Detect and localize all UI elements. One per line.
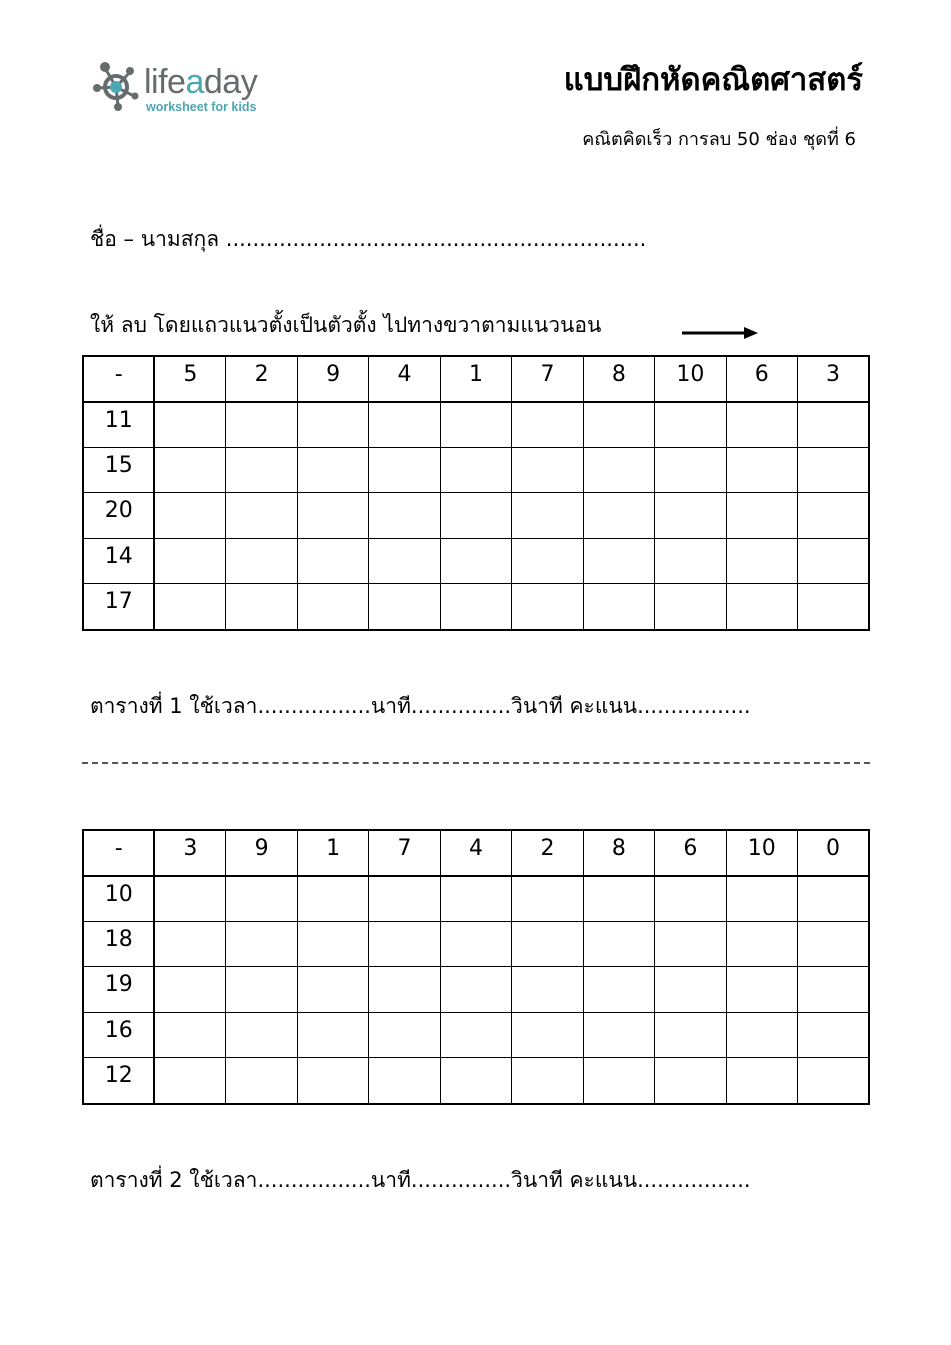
subtraction-table-1 <box>82 355 870 631</box>
answer-cell[interactable] <box>583 1012 654 1058</box>
table-row <box>83 876 869 922</box>
subtrahend-cell: 3 <box>154 830 225 876</box>
subtrahend-cell: 4 <box>440 830 511 876</box>
answer-cell[interactable] <box>798 447 869 493</box>
answer-cell[interactable] <box>369 493 440 539</box>
subtrahend-cell: 2 <box>512 830 583 876</box>
minuend-cell: 14 <box>83 538 154 584</box>
subtrahend-cell: 6 <box>655 830 726 876</box>
answer-cell[interactable] <box>726 538 797 584</box>
answer-cell[interactable] <box>154 584 225 630</box>
answer-cell[interactable] <box>512 967 583 1013</box>
answer-cell[interactable] <box>798 584 869 630</box>
logo-wordmark: lifeaday <box>144 63 258 101</box>
answer-cell[interactable] <box>297 1012 368 1058</box>
answer-cell[interactable] <box>154 493 225 539</box>
answer-cell[interactable] <box>154 1012 225 1058</box>
answer-cell[interactable] <box>512 876 583 922</box>
minuend-cell: 19 <box>83 967 154 1013</box>
answer-cell[interactable] <box>297 447 368 493</box>
answer-cell[interactable] <box>440 1058 511 1104</box>
table-row <box>83 402 869 448</box>
header-row <box>83 830 869 876</box>
table-row <box>83 447 869 493</box>
answer-cell[interactable] <box>798 967 869 1013</box>
answer-cell[interactable] <box>154 538 225 584</box>
answer-cell[interactable] <box>512 584 583 630</box>
answer-cell[interactable] <box>726 584 797 630</box>
answer-cell[interactable] <box>726 1058 797 1104</box>
subtrahend-cell: 8 <box>583 356 654 402</box>
answer-cell[interactable] <box>583 538 654 584</box>
answer-cell[interactable] <box>297 402 368 448</box>
table-row <box>83 1058 869 1104</box>
student-name-line: ชื่อ – นามสกุล ............................................................... <box>90 227 647 251</box>
answer-cell[interactable] <box>655 1012 726 1058</box>
answer-cell[interactable] <box>226 493 297 539</box>
operator-cell: - <box>83 356 154 402</box>
answer-cell[interactable] <box>655 876 726 922</box>
answer-cell[interactable] <box>297 493 368 539</box>
subtrahend-cell: 8 <box>583 830 654 876</box>
minuend-cell: 10 <box>83 876 154 922</box>
answer-cell[interactable] <box>655 584 726 630</box>
worksheet-title: แบบฝึกหัดคณิตศาสตร์ <box>563 62 863 98</box>
answer-cell[interactable] <box>226 967 297 1013</box>
answer-cell[interactable] <box>369 1012 440 1058</box>
subtrahend-cell: 7 <box>369 830 440 876</box>
table-row <box>83 1012 869 1058</box>
answer-cell[interactable] <box>512 402 583 448</box>
answer-cell[interactable] <box>369 584 440 630</box>
answer-cell[interactable] <box>226 1058 297 1104</box>
answer-cell[interactable] <box>655 1058 726 1104</box>
answer-cell[interactable] <box>226 876 297 922</box>
answer-cell[interactable] <box>369 538 440 584</box>
answer-cell[interactable] <box>726 402 797 448</box>
minuend-cell: 18 <box>83 921 154 967</box>
table-2-time-score-line: ตารางที่ 2 ใช้เวลา.................นาที...............วินาที คะแนน................. <box>90 1168 751 1192</box>
answer-cell[interactable] <box>798 402 869 448</box>
answer-cell[interactable] <box>583 402 654 448</box>
answer-cell[interactable] <box>297 876 368 922</box>
answer-cell[interactable] <box>798 1058 869 1104</box>
answer-cell[interactable] <box>440 584 511 630</box>
table-row <box>83 584 869 630</box>
answer-cell[interactable] <box>154 921 225 967</box>
minuend-cell: 12 <box>83 1058 154 1104</box>
header-row <box>83 356 869 402</box>
answer-cell[interactable] <box>798 1012 869 1058</box>
subtrahend-cell: 7 <box>512 356 583 402</box>
worksheet-subtitle: คณิตคิดเร็ว การลบ 50 ช่อง ชุดที่ 6 <box>582 129 856 150</box>
answer-cell[interactable] <box>655 493 726 539</box>
answer-cell[interactable] <box>369 921 440 967</box>
table-row <box>83 493 869 539</box>
minuend-cell: 11 <box>83 402 154 448</box>
answer-cell[interactable] <box>512 538 583 584</box>
answer-cell[interactable] <box>512 1012 583 1058</box>
answer-cell[interactable] <box>583 876 654 922</box>
answer-cell[interactable] <box>369 876 440 922</box>
minuend-cell: 17 <box>83 584 154 630</box>
answer-cell[interactable] <box>798 921 869 967</box>
table-row <box>83 967 869 1013</box>
answer-cell[interactable] <box>583 584 654 630</box>
answer-cell[interactable] <box>583 967 654 1013</box>
answer-cell[interactable] <box>154 967 225 1013</box>
answer-cell[interactable] <box>297 967 368 1013</box>
answer-cell[interactable] <box>226 584 297 630</box>
answer-cell[interactable] <box>440 447 511 493</box>
answer-cell[interactable] <box>154 1058 225 1104</box>
answer-cell[interactable] <box>440 921 511 967</box>
answer-cell[interactable] <box>369 967 440 1013</box>
minuend-cell: 20 <box>83 493 154 539</box>
subtrahend-cell: 3 <box>798 356 869 402</box>
answer-cell[interactable] <box>226 447 297 493</box>
dashed-divider <box>82 762 870 764</box>
subtrahend-cell: 10 <box>655 356 726 402</box>
table-row <box>83 538 869 584</box>
answer-cell[interactable] <box>655 402 726 448</box>
answer-cell[interactable] <box>655 538 726 584</box>
minuend-cell: 16 <box>83 1012 154 1058</box>
answer-cell[interactable] <box>297 584 368 630</box>
answer-cell[interactable] <box>726 493 797 539</box>
answer-cell[interactable] <box>226 402 297 448</box>
answer-cell[interactable] <box>440 1012 511 1058</box>
subtrahend-cell: 4 <box>369 356 440 402</box>
answer-cell[interactable] <box>512 921 583 967</box>
answer-cell[interactable] <box>726 447 797 493</box>
answer-cell[interactable] <box>440 493 511 539</box>
minuend-cell: 15 <box>83 447 154 493</box>
subtrahend-cell: 6 <box>726 356 797 402</box>
subtraction-table-2 <box>82 829 870 1105</box>
answer-cell[interactable] <box>583 447 654 493</box>
operator-cell: - <box>83 830 154 876</box>
subtrahend-cell: 0 <box>798 830 869 876</box>
answer-cell[interactable] <box>226 921 297 967</box>
subtrahend-cell: 1 <box>440 356 511 402</box>
table-row <box>83 921 869 967</box>
answer-cell[interactable] <box>655 967 726 1013</box>
answer-cell[interactable] <box>369 402 440 448</box>
answer-cell[interactable] <box>583 921 654 967</box>
instruction-text: ให้ ลบ โดยแถวแนวตั้งเป็นตัวตั้ง ไปทางขวาตามแนวนอน <box>90 313 602 337</box>
answer-cell[interactable] <box>226 538 297 584</box>
answer-cell[interactable] <box>369 1058 440 1104</box>
subtrahend-cell: 9 <box>226 830 297 876</box>
logo-tagline: worksheet for kids <box>146 100 257 114</box>
answer-cell[interactable] <box>297 921 368 967</box>
answer-cell[interactable] <box>583 493 654 539</box>
answer-cell[interactable] <box>726 1012 797 1058</box>
subtrahend-cell: 10 <box>726 830 797 876</box>
answer-cell[interactable] <box>226 1012 297 1058</box>
answer-cell[interactable] <box>512 1058 583 1104</box>
subtrahend-cell: 1 <box>297 830 368 876</box>
answer-cell[interactable] <box>798 493 869 539</box>
answer-cell[interactable] <box>512 493 583 539</box>
answer-cell[interactable] <box>726 967 797 1013</box>
answer-cell[interactable] <box>369 447 440 493</box>
answer-cell[interactable] <box>297 538 368 584</box>
answer-cell[interactable] <box>655 447 726 493</box>
answer-cell[interactable] <box>297 1058 368 1104</box>
answer-cell[interactable] <box>726 876 797 922</box>
answer-cell[interactable] <box>440 538 511 584</box>
answer-cell[interactable] <box>798 876 869 922</box>
answer-cell[interactable] <box>440 402 511 448</box>
answer-cell[interactable] <box>726 921 797 967</box>
lifeaday-logo <box>92 58 292 118</box>
table-1-time-score-line: ตารางที่ 1 ใช้เวลา.................นาที...............วินาที คะแนน................. <box>90 694 751 718</box>
subtrahend-cell: 2 <box>226 356 297 402</box>
arrow-right-icon <box>682 326 758 340</box>
answer-cell[interactable] <box>154 876 225 922</box>
answer-cell[interactable] <box>798 538 869 584</box>
answer-cell[interactable] <box>154 447 225 493</box>
subtrahend-cell: 5 <box>154 356 225 402</box>
answer-cell[interactable] <box>583 1058 654 1104</box>
molecule-logo-icon <box>92 58 142 112</box>
answer-cell[interactable] <box>154 402 225 448</box>
answer-cell[interactable] <box>512 447 583 493</box>
answer-cell[interactable] <box>655 921 726 967</box>
answer-cell[interactable] <box>440 967 511 1013</box>
answer-cell[interactable] <box>440 876 511 922</box>
subtrahend-cell: 9 <box>297 356 368 402</box>
